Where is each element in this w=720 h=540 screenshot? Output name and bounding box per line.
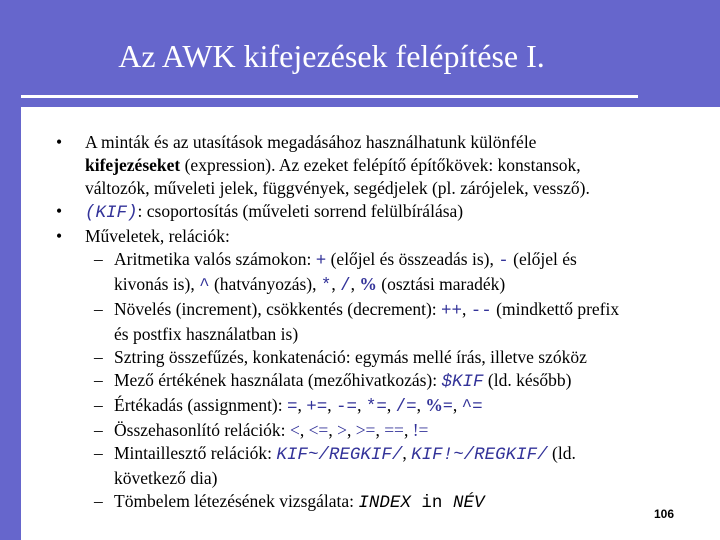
operator: >=	[355, 420, 376, 440]
operator: +=	[306, 397, 328, 417]
subitem-text: kivonás is),	[114, 274, 200, 294]
separator: ,	[299, 420, 309, 440]
subitem-text: Növelés (increment), csökkentés (decrement):	[114, 299, 442, 319]
separator: ,	[328, 420, 338, 440]
operator: -=	[336, 397, 358, 417]
subitem-text: Mintaillesztő relációk:	[114, 443, 277, 463]
bullet-bold-term: kifejezéseket	[85, 155, 181, 175]
right-accent-strip	[704, 0, 720, 107]
code-snippet: ++	[441, 301, 463, 321]
bullet-text: változók, műveleti jelek, függvények, segédjelek (pl. zárójelek, vessző).	[85, 178, 590, 198]
subitem-text: ,	[402, 443, 412, 463]
code-snippet: NÉV	[452, 493, 485, 513]
operator: %=	[425, 395, 453, 415]
operator: =	[287, 397, 298, 417]
operator: <	[289, 420, 300, 440]
subitem-text: Értékadás (assignment):	[114, 395, 288, 415]
bullet-expressions	[54, 131, 694, 200]
bullet-text: Műveletek, relációk:	[85, 226, 230, 246]
subitem-pattern-matching	[54, 442, 694, 490]
separator: ,	[346, 420, 356, 440]
bullet-operations	[54, 225, 694, 248]
bullet-mark: •	[56, 226, 63, 246]
code-snippet: KIF~/REGKIF/	[276, 445, 403, 465]
bullet-text: A minták és az utasítások megadásához használhatunk különféle	[85, 132, 537, 152]
subitem-text: ,	[331, 274, 341, 294]
subitem-text: (hatványozás),	[209, 274, 321, 294]
subitem-text: (előjel és összeadás is),	[326, 249, 499, 269]
subitem-text: Sztring összefűzés, konkatenáció: egymás mellé írás, illetve szóköz	[114, 347, 587, 367]
subitem-field-reference	[54, 369, 694, 394]
slide-content	[21, 107, 720, 540]
dash-mark: –	[94, 370, 103, 390]
slide-title: Az AWK kifejezések felépítése I.	[118, 38, 545, 74]
separator: ,	[327, 395, 337, 415]
operator: !=	[412, 420, 429, 440]
separator: ,	[403, 420, 413, 440]
dash-mark: –	[94, 299, 103, 319]
subitem-text: ,	[462, 299, 471, 319]
separator: ,	[375, 420, 385, 440]
code-snippet: *	[320, 276, 332, 296]
dash-mark: –	[94, 395, 103, 415]
code-snippet: (KIF)	[85, 203, 138, 223]
code-snippet: KIF!~/REGKIF/	[411, 445, 548, 465]
code-snippet: in	[410, 493, 453, 513]
operator: >	[337, 420, 347, 440]
bullet-grouping	[54, 200, 694, 225]
subitem-increment	[54, 298, 694, 346]
body-text	[54, 131, 694, 515]
code-snippet: +	[315, 251, 327, 271]
code-snippet: -	[498, 251, 509, 271]
subitem-concatenation	[54, 346, 694, 369]
title-box	[21, 0, 698, 95]
subitem-text: Aritmetika valós számokon:	[114, 249, 316, 269]
dash-mark: –	[94, 249, 103, 269]
subitem-text: Tömbelem létezésének vizsgálata:	[114, 491, 359, 511]
subitem-text: (ld. később)	[483, 370, 572, 390]
operator: <=	[308, 420, 329, 440]
separator: ,	[452, 395, 462, 415]
subitem-text: (előjel és	[508, 249, 577, 269]
bullet-text: : csoportosítás (műveleti sorrend felülbírálása)	[137, 201, 464, 221]
operator: ==	[384, 420, 404, 440]
dash-mark: –	[94, 420, 103, 440]
subitem-text: Összehasonlító relációk:	[114, 420, 290, 440]
code-snippet: /	[340, 276, 351, 296]
subitem-text: Mező értékének használata (mezőhivatkozás):	[114, 370, 442, 390]
operator: *=	[365, 397, 387, 417]
dash-mark: –	[94, 443, 103, 463]
subitem-array-membership	[54, 490, 694, 515]
left-accent-strip	[0, 0, 21, 540]
separator: ,	[357, 395, 366, 415]
code-snippet: INDEX	[358, 493, 411, 513]
operator: ^=	[461, 397, 483, 417]
separator: ,	[416, 395, 426, 415]
bullet-text: (expression). Az ezeket felépítő építőkövek: konstansok,	[180, 155, 581, 175]
bullet-mark: •	[56, 132, 63, 152]
subitem-text: következő dia)	[114, 468, 218, 488]
operator: /=	[395, 397, 417, 417]
subitem-comparison	[54, 419, 694, 442]
subitem-arithmetic	[54, 248, 694, 298]
dash-mark: –	[94, 491, 103, 511]
bullet-mark: •	[56, 201, 63, 221]
subitem-text: (mindkettő prefix	[491, 299, 620, 319]
separator: ,	[386, 395, 396, 415]
subitem-assignment	[54, 394, 694, 419]
title-underline	[21, 95, 638, 98]
subitem-text: (ld.	[547, 443, 576, 463]
page-number: 106	[654, 507, 675, 521]
subitem-text: és postfix használatban is)	[114, 324, 299, 344]
subitem-text: (osztási maradék)	[376, 274, 506, 294]
subitem-text: ,	[350, 274, 360, 294]
code-snippet: %	[359, 274, 377, 294]
code-snippet: --	[470, 301, 492, 321]
separator: ,	[297, 395, 307, 415]
dash-mark: –	[94, 347, 103, 367]
code-snippet: ^	[199, 276, 210, 296]
code-snippet: $KIF	[441, 372, 484, 392]
